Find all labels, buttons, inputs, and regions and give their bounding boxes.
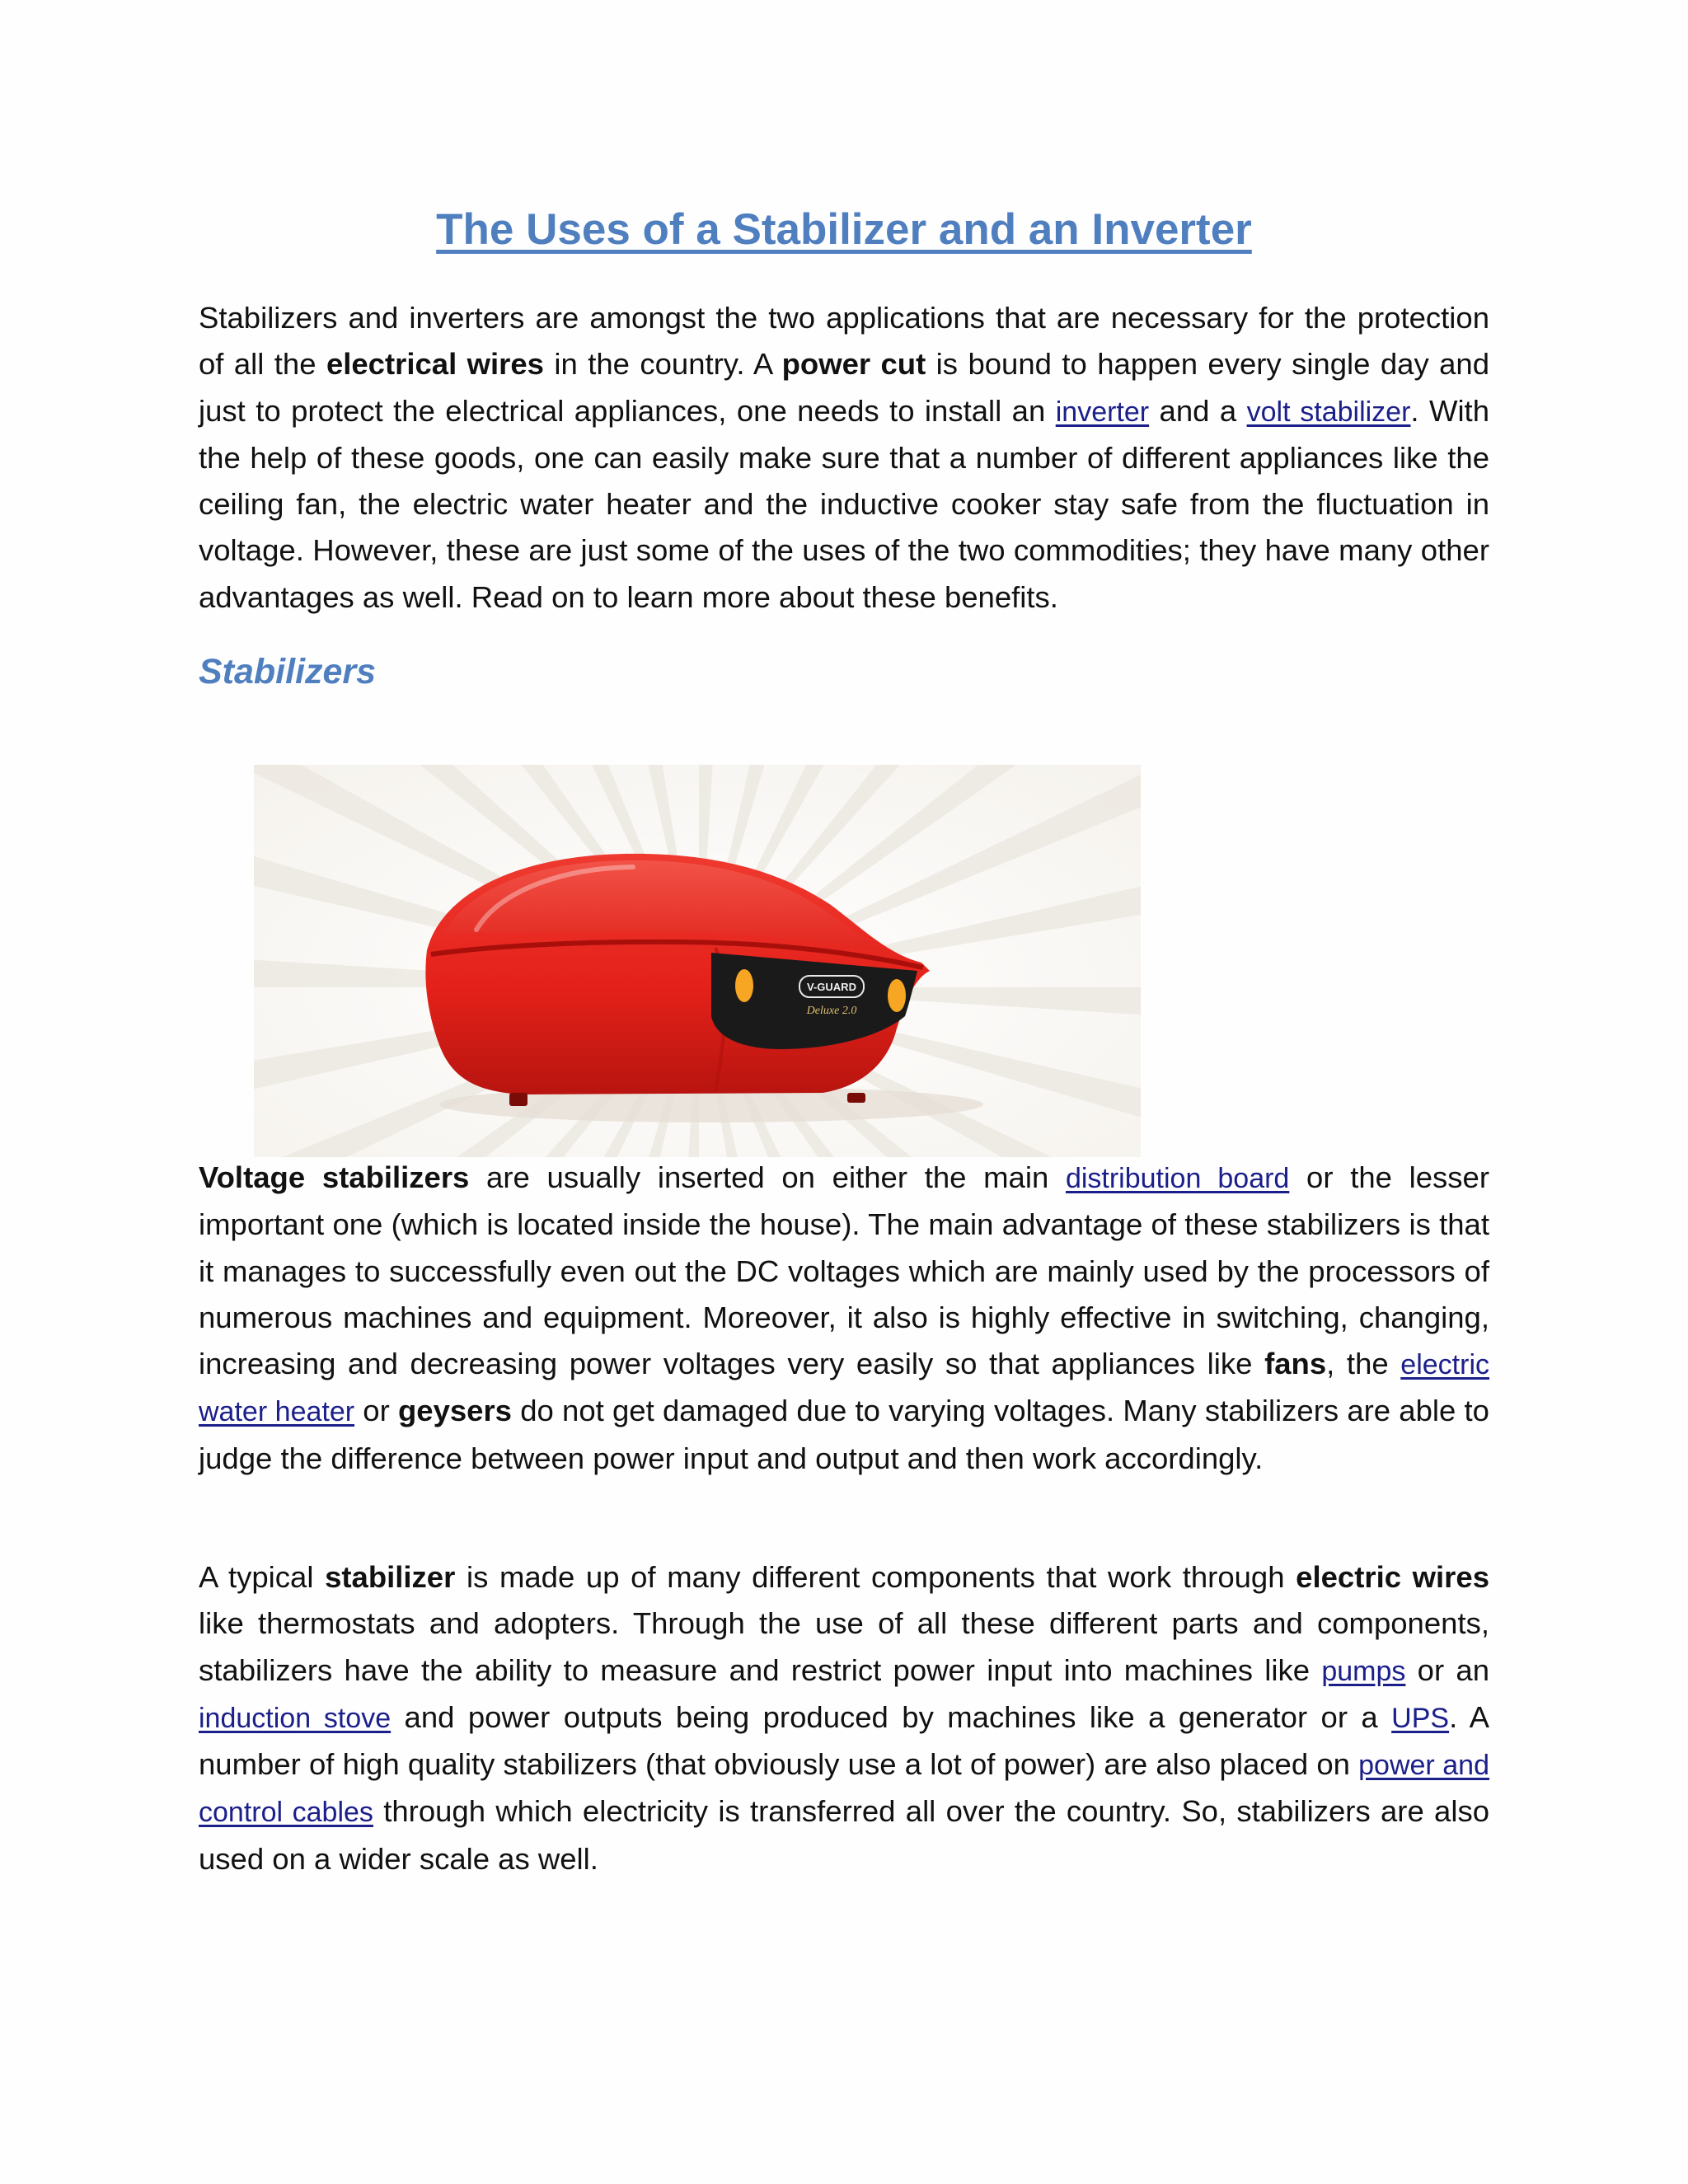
para1-bold-fans: fans	[1264, 1347, 1327, 1381]
para1-text-5: do not get damaged due to varying voltages. Many stabilizers are able to judge the difference between power input and output and then work accordingly.	[199, 1394, 1489, 1475]
para1-text-2: or the lesser important one (which is located inside the house). The main advantage of these stabilizers is that it manages to successfully even out the DC voltages which are mainly used by the processors of numerous machines and equipment. Moreover, it also is highly effective in switching, changing, increasing and decreasing power voltages very easily so that appliances like	[199, 1160, 1490, 1381]
model-label: Deluxe 2.0	[806, 1005, 857, 1017]
voltage-stabilizers-paragraph	[199, 1155, 1489, 1482]
link-volt-stabilizer[interactable]: volt stabilizer	[1246, 396, 1411, 428]
link-ups[interactable]: UPS	[1391, 1702, 1450, 1734]
link-electric-water-heater[interactable]: electric water heater	[199, 1349, 1489, 1428]
intro-text-5: . With the help of these goods, one can easily make sure that a number of different appliances like the ceiling fan, the electric water heater and the inductive cooker stay safe from the fluctuation in voltage. However, these are just some of the uses of the two commodities; they have many other advantages as well. Read on to learn more about these benefits.	[199, 393, 1489, 614]
para2-text-5: and power outputs being produced by machines like a generator or a	[391, 1699, 1392, 1734]
foot-right	[847, 1093, 865, 1103]
indicator-light-right	[888, 979, 906, 1012]
brand-label: V-GUARD	[807, 981, 856, 993]
link-power-and-control-cables[interactable]: power and control cables	[199, 1750, 1489, 1829]
para1-bold-geysers: geysers	[397, 1394, 512, 1428]
indicator-light-left	[735, 969, 753, 1002]
para2-text-2: is made up of many different components that work through	[455, 1560, 1296, 1594]
stabilizer-image	[254, 765, 1141, 1157]
intro-text-1: Stabilizers and inverters are amongst the two applications that are necessary for the protection of all the	[199, 301, 1489, 382]
para2-text-1: A typical	[199, 1560, 326, 1594]
para2-bold-stabilizer: stabilizer	[325, 1560, 456, 1594]
link-inverter[interactable]: inverter	[1055, 396, 1150, 428]
intro-bold-electrical-wires: electrical wires	[326, 347, 544, 382]
intro-text-4: and a	[1149, 393, 1247, 428]
para2-bold-electric-wires: electric wires	[1296, 1560, 1489, 1594]
para1-text-1: are usually inserted on either the main	[469, 1160, 1066, 1194]
stabilizer-illustration	[254, 765, 1141, 1157]
page-title: The Uses of a Stabilizer and an Inverter	[436, 205, 1252, 254]
para2-text-7: through which electricity is transferred all over the country. So, stabilizers are also used on a wider scale as well.	[199, 1794, 1489, 1876]
para1-text-3: , the	[1326, 1347, 1401, 1381]
link-distribution-board[interactable]: distribution board	[1065, 1163, 1290, 1194]
para2-text-3: like thermostats and adopters. Through the use of all these different parts and components, stabilizers have the ability to measure and restrict power input into machines like	[199, 1606, 1489, 1687]
section-heading-stabilizers: Stabilizers	[199, 652, 377, 691]
para1-bold-voltage-stabilizers: Voltage stabilizers	[199, 1160, 470, 1194]
intro-text-3: is bound to happen every single day and just to protect the electrical appliances, one needs to install an	[199, 347, 1490, 428]
para2-text-4: or an	[1405, 1652, 1489, 1687]
para1-text-4: or	[354, 1394, 398, 1428]
intro-text-2: in the country. A	[543, 347, 782, 382]
foot-left	[509, 1093, 528, 1106]
para2-text-6: . A number of high quality stabilizers (that obviously use a lot of power) are also placed on	[199, 1699, 1489, 1782]
intro-paragraph	[199, 295, 1489, 621]
intro-bold-power-cut: power cut	[781, 347, 926, 382]
link-pumps[interactable]: pumps	[1321, 1655, 1406, 1687]
typical-stabilizer-paragraph	[199, 1554, 1489, 1882]
link-induction-stove[interactable]: induction stove	[199, 1702, 392, 1734]
